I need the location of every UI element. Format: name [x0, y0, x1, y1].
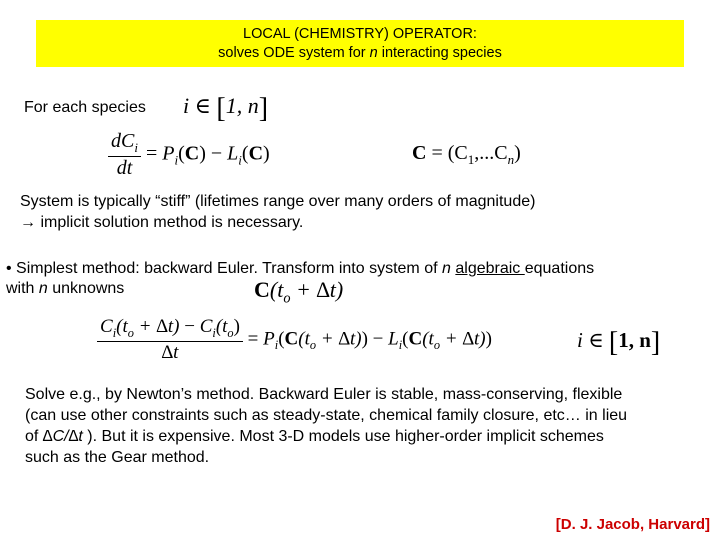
c-vector-definition	[412, 142, 521, 168]
be-t1-sub: o	[127, 325, 134, 340]
be-L-t-sub: o	[433, 338, 440, 353]
eq2-i: i	[577, 328, 583, 352]
cdef-mid: ,...C	[474, 142, 508, 164]
be-L-t: (t	[422, 328, 434, 350]
be-P-sub: i	[274, 338, 279, 353]
ode-dt: dt	[116, 157, 133, 179]
cdef-close: )	[514, 142, 521, 164]
cdef-open: = (C	[431, 142, 468, 164]
ode-P: P	[162, 142, 175, 165]
eq2-range: 1, n	[618, 328, 651, 352]
be-fraction	[97, 316, 243, 364]
be-t2: (t	[215, 316, 228, 337]
eq-i: i	[183, 93, 190, 118]
ode-P-sub: i	[174, 152, 179, 168]
citation: [D. J. Jacob, Harvard]	[555, 516, 710, 533]
be-t1: (t	[116, 316, 128, 337]
be-plus-dt: + ∆t)	[133, 316, 180, 337]
be-Ci2: C	[199, 316, 213, 337]
be-delta-t: ∆t	[161, 341, 179, 363]
title-line-2-text: solves ODE system for	[218, 45, 370, 61]
be-Ci1: C	[100, 316, 113, 337]
solve-line-3-of: of	[25, 428, 43, 445]
eq2-element-of: ∈	[588, 328, 604, 352]
index-range-equation-2	[577, 328, 660, 357]
for-each-label: For each species	[24, 99, 146, 116]
be-minus-1: −	[184, 316, 195, 337]
eq-range: 1, n	[225, 93, 259, 118]
be-t2-sub: o	[227, 325, 234, 340]
eq-element-of: ∈	[194, 93, 211, 118]
be-L-dt: + ∆t)	[440, 328, 486, 350]
be-minus-2: −	[372, 328, 384, 350]
ode-C1: C	[184, 142, 200, 165]
index-range-equation	[183, 93, 268, 123]
be-L: L	[388, 328, 399, 350]
eq-bracket-open: [	[216, 93, 226, 124]
title-line-2-end: interacting species	[377, 45, 502, 61]
stiff-line-2: → implicit solution method is necessary.	[20, 214, 304, 231]
title-line-2	[36, 44, 684, 63]
title-line-1: LOCAL (CHEMISTRY) OPERATOR:	[243, 26, 477, 42]
eq2-bracket-open: [	[608, 327, 619, 358]
cdef-C: C	[412, 142, 427, 164]
ode-L-sub: i	[238, 152, 242, 168]
solve-line-3	[25, 426, 604, 447]
unk-sub-o: o	[283, 290, 291, 307]
bullet-line-2-with: with	[6, 280, 39, 297]
unk-C: C	[254, 277, 270, 302]
be-numerator	[97, 316, 243, 341]
ode-numerator	[108, 130, 141, 156]
be-C2: C	[408, 328, 423, 350]
ode-L: L	[227, 142, 239, 165]
unk-t: (t	[269, 277, 284, 302]
ode-dc: dC	[111, 130, 135, 152]
be-L-sub: i	[398, 338, 403, 353]
ode-eq-sign: =	[145, 142, 158, 165]
be-P-dt: + ∆t)	[316, 328, 362, 350]
be-Ci1-sub: i	[112, 325, 117, 340]
solve-line-3-expr: ∆C/∆t	[42, 428, 83, 445]
be-P-t: (t	[298, 328, 310, 350]
be-Ci2-sub: i	[212, 325, 216, 340]
bullet-equations: equations	[524, 260, 595, 277]
ode-C2: C	[248, 142, 264, 165]
cdef-sub-n: n	[507, 152, 515, 167]
bullet-n: n	[442, 260, 451, 277]
ode-minus: −	[210, 142, 223, 165]
ode-sub-i: i	[134, 140, 138, 155]
be-eq-sign: =	[247, 328, 259, 350]
title-banner	[36, 20, 684, 67]
unknown-expression	[254, 277, 343, 307]
ode-equation: $\frac{dC_i}{dt}$ = $P_i(C) - L_i(C)$	[108, 130, 270, 180]
solve-line-3-text: ). But it is expensive. Most 3-D models use higher-order implicit schemes	[82, 428, 604, 445]
solve-line-1: Solve e.g., by Newton’s method. Backward Euler is stable, mass-conserving, flexible	[25, 386, 623, 403]
bullet-line-2	[6, 278, 124, 299]
cdef-sub-1: 1	[467, 152, 475, 167]
ode-fraction	[108, 130, 141, 180]
bullet-line-2-unknowns: unknowns	[47, 280, 125, 297]
be-C1: C	[284, 328, 299, 350]
bullet-algebraic: algebraic	[455, 260, 525, 277]
eq-bracket-close: ]	[258, 93, 269, 124]
unk-plus-dt: + ∆t)	[290, 277, 344, 302]
backward-euler-equation: $\frac{C_i(t_o + \Delta t) - C_i(t_o)}{\Delta t}$ = $P_i(C(t_o + \Delta t)) - L_i(C(t_o + \Delta t))$	[97, 316, 492, 364]
ode-denominator	[108, 156, 141, 180]
solve-line-2: (can use other constraints such as steady-state, chemical family closure, etc… in lieu	[25, 407, 628, 424]
be-P-t-sub: o	[309, 338, 317, 353]
eq2-bracket-close: ]	[650, 327, 661, 358]
be-P: P	[263, 328, 275, 350]
bullet-line-2-n: n	[38, 280, 48, 297]
be-close-1: )	[233, 316, 240, 337]
be-denominator	[97, 341, 243, 364]
bullet-line-1	[6, 258, 594, 279]
title-var-n: n	[369, 45, 378, 61]
bullet-line-1-text: • Simplest method: backward Euler. Transform into system of	[6, 260, 442, 277]
solve-line-4: such as the Gear method.	[25, 449, 210, 466]
stiff-line-1: System is typically “stiff” (lifetimes range over many orders of magnitude)	[20, 193, 536, 210]
